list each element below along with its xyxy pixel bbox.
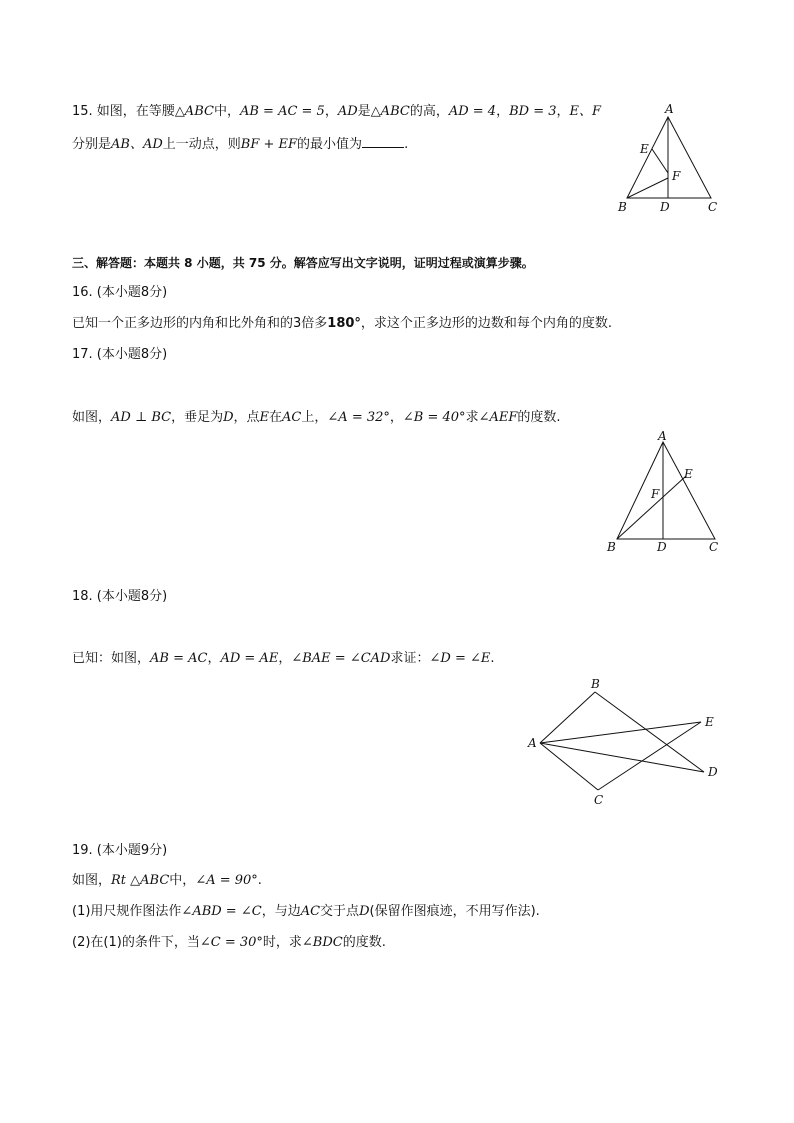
segment-ae	[540, 722, 701, 743]
q15-text: .	[404, 137, 409, 152]
q17-text: 上，	[301, 410, 328, 425]
q16-header: 16. (本小题8分)	[72, 285, 168, 300]
label-f: F	[651, 487, 660, 501]
math-expr: △ABC	[370, 104, 410, 119]
label-c: C	[708, 200, 718, 214]
q17-text: ，点	[233, 410, 260, 425]
q18-body	[72, 650, 495, 668]
q18-text: ，	[278, 651, 292, 666]
label-e: E	[705, 715, 714, 729]
math-expr: AD ⊥ BC	[111, 410, 172, 425]
label-e: E	[640, 142, 649, 156]
label-d: D	[708, 765, 718, 779]
q19-text: 中，	[169, 873, 196, 888]
q17-text: ，	[389, 410, 403, 425]
q17-text: 如图，	[72, 410, 112, 425]
q15-figure	[610, 100, 730, 220]
math-expr: AB、AD	[111, 137, 163, 152]
q15-line-1	[72, 103, 601, 121]
math-expr: AC	[282, 410, 302, 425]
math-expr: ∠BDC	[301, 935, 343, 950]
math-expr: ∠A = 90°	[195, 873, 258, 888]
label-a: A	[665, 102, 674, 116]
q16-body	[72, 315, 612, 333]
q15-text: ，	[324, 104, 338, 119]
math-expr: D	[359, 904, 370, 919]
q19-header: 19. (本小题9分)	[72, 843, 168, 858]
math-expr: AD	[337, 104, 358, 119]
math-expr: ∠A = 32°	[327, 410, 390, 425]
q16-text: 已知一个正多边形的内角和比外角和的3倍多	[72, 316, 328, 331]
q15-line-2	[72, 135, 408, 154]
q19-text: ，与边	[261, 904, 301, 919]
q18-figure	[520, 675, 730, 810]
q17-header: 17. (本小题8分)	[72, 347, 168, 362]
q19-line-2	[72, 903, 540, 921]
segment-ab	[540, 692, 595, 743]
label-a: A	[658, 429, 667, 443]
segment-bd	[595, 692, 704, 772]
label-d: D	[660, 200, 670, 214]
triangle-abc	[617, 442, 715, 539]
math-expr: ∠B = 40°	[402, 410, 466, 425]
q18-header: 18. (本小题8分)	[72, 589, 168, 604]
q19-text: (1)用尺规作图法作	[72, 904, 182, 919]
label-c: C	[594, 793, 604, 807]
q18-text: ，	[207, 651, 221, 666]
q18-text: .	[490, 651, 495, 666]
label-f: F	[672, 169, 681, 183]
label-b: B	[607, 540, 616, 554]
q19-line-3	[72, 934, 386, 952]
q15-text: 的最小值为	[297, 137, 363, 152]
q18-text: 求证：	[390, 651, 430, 666]
q19-line-1	[72, 872, 262, 890]
segment-ad	[540, 743, 704, 772]
math-expr: D	[223, 410, 234, 425]
q17-text: 在	[269, 410, 283, 425]
math-expr: AD = AE	[220, 651, 279, 666]
math-expr: AD = 4	[448, 104, 497, 119]
label-e: E	[684, 467, 693, 481]
q17-text: ，垂足为	[171, 410, 224, 425]
label-c: C	[709, 540, 719, 554]
q15-text: 的高，	[409, 104, 449, 119]
segment-bf	[627, 178, 668, 198]
q15-text: 上一动点，则	[162, 137, 241, 152]
q17-body	[72, 409, 561, 427]
math-expr: ∠D = ∠E	[429, 651, 491, 666]
answer-blank[interactable]	[362, 135, 404, 148]
q16-text: ，求这个正多边形的边数和每个内角的度数.	[360, 316, 613, 331]
math-expr: 180°	[327, 316, 361, 331]
q19-text: 的度数.	[342, 935, 386, 950]
q18-text: 已知：如图，	[72, 651, 151, 666]
q15-text: 是	[357, 104, 371, 119]
math-expr: BF + EF	[240, 137, 298, 152]
section-heading: 三、解答题：本题共 8 小题，共 75 分。解答应写出文字说明，证明过程或演算步骤。	[72, 256, 534, 270]
label-b: B	[618, 200, 627, 214]
q19-text: 交于点	[320, 904, 360, 919]
q19-text: (2)在(1)的条件下，当	[72, 935, 200, 950]
math-expr: AB = AC = 5	[239, 104, 325, 119]
triangle-abc	[627, 117, 711, 198]
q15-text: 分别是	[72, 137, 112, 152]
q15-text: 中，	[213, 104, 240, 119]
q17-text: 的度数.	[517, 410, 561, 425]
q15-text: ，	[496, 104, 510, 119]
math-expr: BD = 3	[509, 104, 557, 119]
segment-ac	[540, 743, 598, 790]
label-a: A	[528, 736, 537, 750]
q17-text: 求	[465, 410, 479, 425]
q15-text: 15. 如图，在等腰	[72, 104, 175, 119]
q19-text: (保留作图痕迹，不用写作法).	[369, 904, 540, 919]
q19-text: 时，求	[262, 935, 302, 950]
segment-be	[617, 476, 686, 539]
math-expr: Rt △ABC	[111, 873, 170, 888]
q19-text: 如图，	[72, 873, 112, 888]
segment-ef	[652, 149, 668, 173]
math-expr: AC	[300, 904, 321, 919]
q15-text: ，	[556, 104, 570, 119]
math-expr: E、F	[569, 104, 602, 119]
math-expr: AB = AC	[150, 651, 208, 666]
math-expr: ∠AEF	[478, 410, 518, 425]
label-d: D	[657, 540, 667, 554]
math-expr: △ABC	[174, 104, 214, 119]
label-b: B	[591, 677, 600, 691]
q19-text: .	[257, 873, 262, 888]
math-expr: E	[259, 410, 270, 425]
q17-figure	[600, 428, 730, 558]
math-expr: ∠ABD = ∠C	[181, 904, 262, 919]
math-expr: ∠BAE = ∠CAD	[291, 651, 391, 666]
math-expr: ∠C = 30°	[199, 935, 263, 950]
